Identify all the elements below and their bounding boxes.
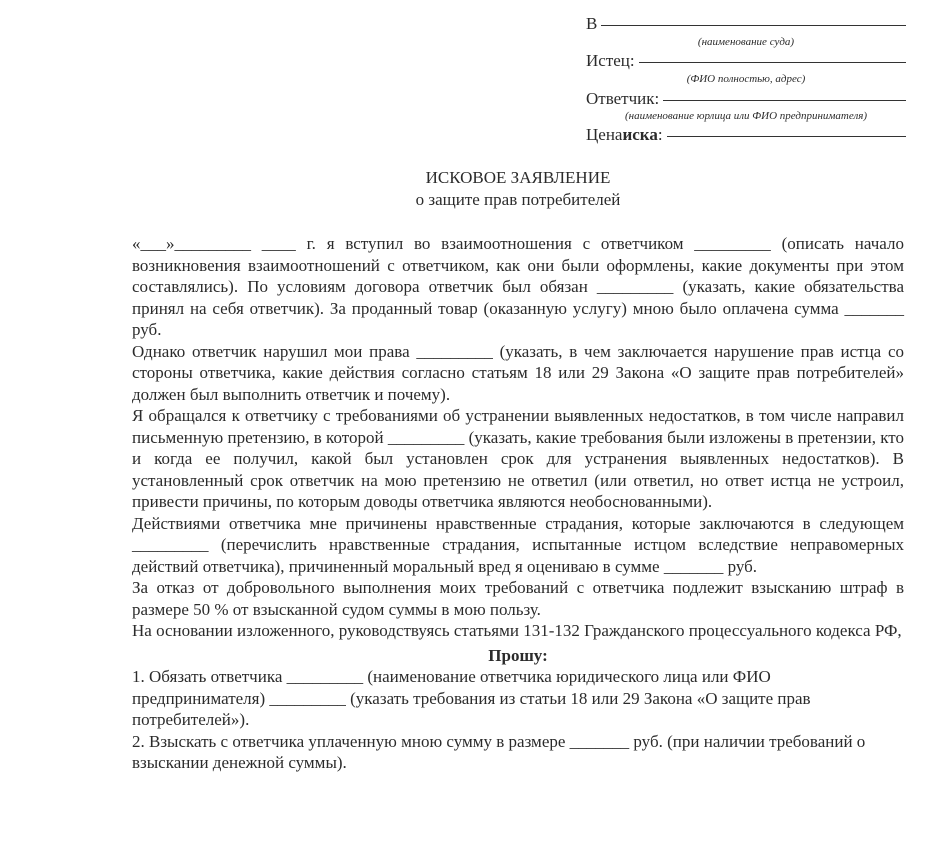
plaintiff-row — [586, 51, 906, 71]
request-list — [132, 666, 904, 774]
defendant-hint: (наименование юрлица или ФИО предпринимателя) — [624, 110, 868, 122]
court-hint: (наименование суда) — [697, 36, 795, 48]
plaintiff-label: Истец: — [586, 51, 635, 70]
paragraph-circumstances: «___»_________ ____ г. я вступил во взаимоотношения с ответчиком _________ (описать начало возникновения взаимоотношений с ответчиком, как они были оформлены, какие документы при этом составлялись). По условиям договора ответчик был обязан _________ (указать, какие обязательства принял на себя ответчик). За проданный товар (оказанную услугу) мною было оплачена сумма _______ руб. — [132, 234, 904, 339]
request-item-1: 1. Обязать ответчика _________ (наименование ответчика юридического лица или ФИО предпринимателя) _________ (указать требования из статьи 18 или 29 Закона «О защите прав потребителей»). — [132, 667, 811, 729]
request-item-2: 2. Взыскать с ответчика уплаченную мною сумму в размере _______ руб. (при наличии требований о взыскании денежной суммы). — [132, 731, 866, 772]
court-row — [586, 14, 906, 34]
paragraph-claim: Я обращался к ответчику с требованиями об устранении выявленных недостатков, в том числе направил письменную претензию, в которой _________ (указать, какие требования были изложены в претензии, кто и когда ее получил, какой был установлен срок для устранения выявленных недостатков). В установленный срок ответчик на мою претензию не ответил (или ответил, но ответ истца не устроил, привести причины, по которым доводы ответчика являются необоснованными). — [132, 406, 904, 511]
paragraph-basis: На основании изложенного, руководствуясь статьями 131-132 Гражданского процессуального кодекса РФ, — [132, 621, 902, 640]
request-heading: Прошу: — [488, 645, 548, 665]
plaintiff-field-line[interactable] — [639, 61, 906, 63]
document-title: ИСКОВОЕ ЗАЯВЛЕНИЕ — [425, 168, 611, 187]
defendant-field-line[interactable] — [663, 99, 906, 101]
price-row — [586, 125, 906, 145]
price-label-3: : — [657, 125, 663, 144]
court-label: В — [586, 14, 598, 33]
price-label-2: иска — [622, 125, 658, 144]
document-body — [132, 233, 904, 774]
defendant-row — [586, 89, 906, 109]
plaintiff-hint: (ФИО полностью, адрес) — [686, 73, 806, 85]
price-label-1: Цена — [586, 125, 623, 144]
court-field-line[interactable] — [601, 24, 906, 26]
paragraph-violation: Однако ответчик нарушил мои права _________ (указать, в чем заключается нарушение прав истца со стороны ответчика, какие действия согласно статьям 18 или 29 Закона «О защите прав потребителей» должен был выполнить ответчик и почему). — [132, 341, 904, 404]
paragraph-penalty: За отказ от добровольного выполнения моих требований с ответчика подлежит взысканию штраф в размере 50 % от взысканной судом суммы в мою пользу. — [132, 578, 904, 619]
paragraph-moral-damage: Действиями ответчика мне причинены нравственные страдания, которые заключаются в следующем _________ (перечислить нравственные страдания, испытанные истцом вследствие неправомерных действий ответчика), причиненный моральный вред я оцениваю в сумме _______ руб. — [132, 513, 904, 576]
price-field-line[interactable] — [667, 135, 906, 137]
document-subtitle: о защите прав потребителей — [415, 190, 621, 209]
defendant-label: Ответчик: — [586, 89, 660, 108]
